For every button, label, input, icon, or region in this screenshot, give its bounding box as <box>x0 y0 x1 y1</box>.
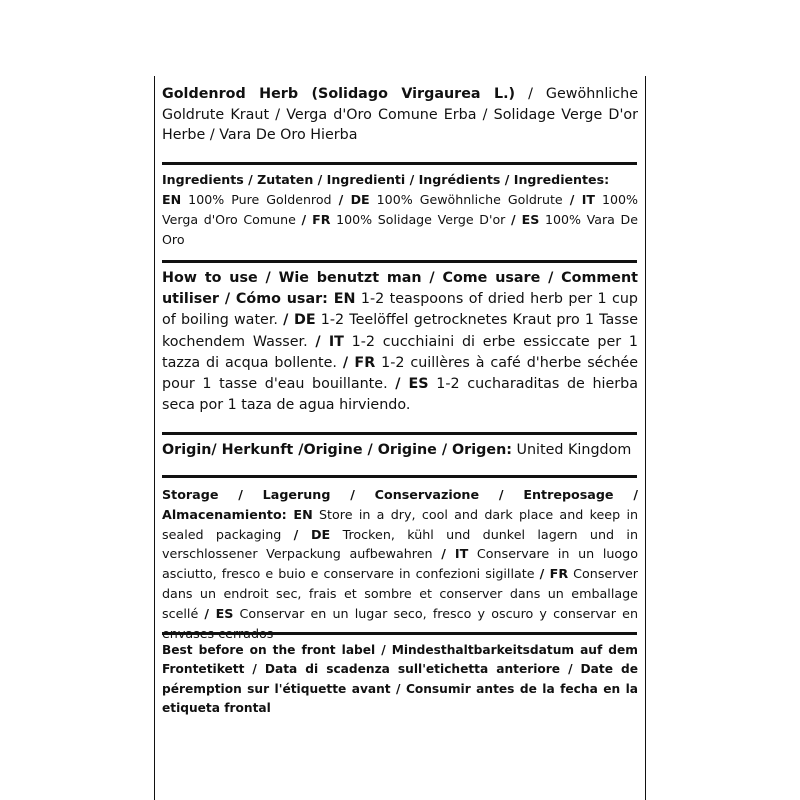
ingredients-heading: Ingredients / Zutaten / Ingredienti / Ingrédients / Ingredientes: <box>162 172 610 187</box>
product-title <box>162 84 638 146</box>
storage-text: Conservare in un luogo asciutto, fresco e buio e conservare in confezioni sigillate <box>162 546 638 582</box>
product-title-bold: Goldenrod Herb (Solidago Virgaurea L.) <box>162 86 516 102</box>
usage-section <box>162 268 638 416</box>
storage-text: Trocken, kühl und dunkel lagern und in verschlossener Verpackung aufbewahren <box>162 526 638 562</box>
ingredient-text: 100% Vara De Oro <box>162 212 638 247</box>
usage-text: 1-2 Teelöffel getrocknetes Kraut pro 1 Tasse kochendem Wasser. <box>162 312 638 350</box>
lang-code: / DE <box>293 526 331 542</box>
lang-code: / FR <box>539 566 569 582</box>
lang-code: EN <box>286 506 313 522</box>
divider <box>162 162 637 165</box>
divider <box>162 260 637 263</box>
origin-heading: Origin/ Herkunft /Origine / Origine / Origen: <box>162 442 512 458</box>
divider <box>162 475 637 478</box>
storage-text: Conserver dans un endroit sec, frais et sombre et conserver dans un emballage scellé <box>162 566 638 621</box>
usage-text: 1-2 teaspoons of dried herb per 1 cup of boiling water. <box>162 291 638 329</box>
usage-text: 1-2 cuillères à café d'herbe séchée pour 1 tasse d'eau bouillante. <box>162 354 638 393</box>
lang-code: / IT <box>315 333 344 350</box>
origin-section <box>162 440 638 460</box>
best-before-section <box>162 641 638 719</box>
lang-code: / IT <box>441 546 469 562</box>
ingredient-text: 100% Pure Goldenrod <box>181 192 339 207</box>
origin-value: United Kingdom <box>511 442 632 458</box>
storage-text: Conservar en un lugar seco, fresco y oscuro y conservar en envases cerrados <box>162 605 639 641</box>
ingredient-text: 100% Verga d'Oro Comune <box>162 192 639 227</box>
usage-text: 1-2 cucchiaini di erbe essiccate per 1 tazza di acqua bollente. <box>162 333 639 371</box>
best-before-text: Best before on the front label / Mindesthaltbarkeitsdatum auf dem Frontetikett / Data di scadenza sull'etichetta anteriore / Date de péremption sur l'étiquette avant / Consumir antes de la fecha en la etiqueta frontal <box>162 643 638 716</box>
product-label <box>154 76 646 800</box>
lang-code: / FR <box>301 212 331 227</box>
lang-code: / ES <box>511 212 540 227</box>
ingredients-section <box>162 170 638 250</box>
lang-code: / FR <box>342 354 376 371</box>
divider <box>162 632 637 635</box>
lang-code: EN <box>162 192 182 207</box>
ingredient-text: 100% Gewöhnliche Goldrute <box>369 192 570 207</box>
product-title-translations: / Gewöhnliche Goldrute Kraut / Verga d'Oro Comune Erba / Solidage Verge D'or Herbe / Vara De Oro Hierba <box>162 86 638 143</box>
lang-code: / DE <box>338 192 370 207</box>
usage-heading: How to use / Wie benutzt man / Come usare / Comment utiliser / Cómo usar: <box>162 270 638 308</box>
lang-code: / ES <box>204 605 234 621</box>
divider <box>162 432 637 435</box>
lang-code: EN <box>327 291 356 308</box>
lang-code: / DE <box>283 312 316 329</box>
usage-text: 1-2 cucharaditas de hierba seca por 1 taza de agua hirviendo. <box>162 376 638 414</box>
ingredient-text: 100% Solidage Verge D'or <box>330 212 512 227</box>
storage-text: Store in a dry, cool and dark place and keep in sealed packaging <box>162 506 639 542</box>
storage-section <box>162 485 638 643</box>
lang-code: / IT <box>569 192 595 207</box>
lang-code: / ES <box>395 376 429 393</box>
storage-heading: Storage / Lagerung / Conservazione / Entreposage / Almacenamiento: <box>162 487 638 522</box>
